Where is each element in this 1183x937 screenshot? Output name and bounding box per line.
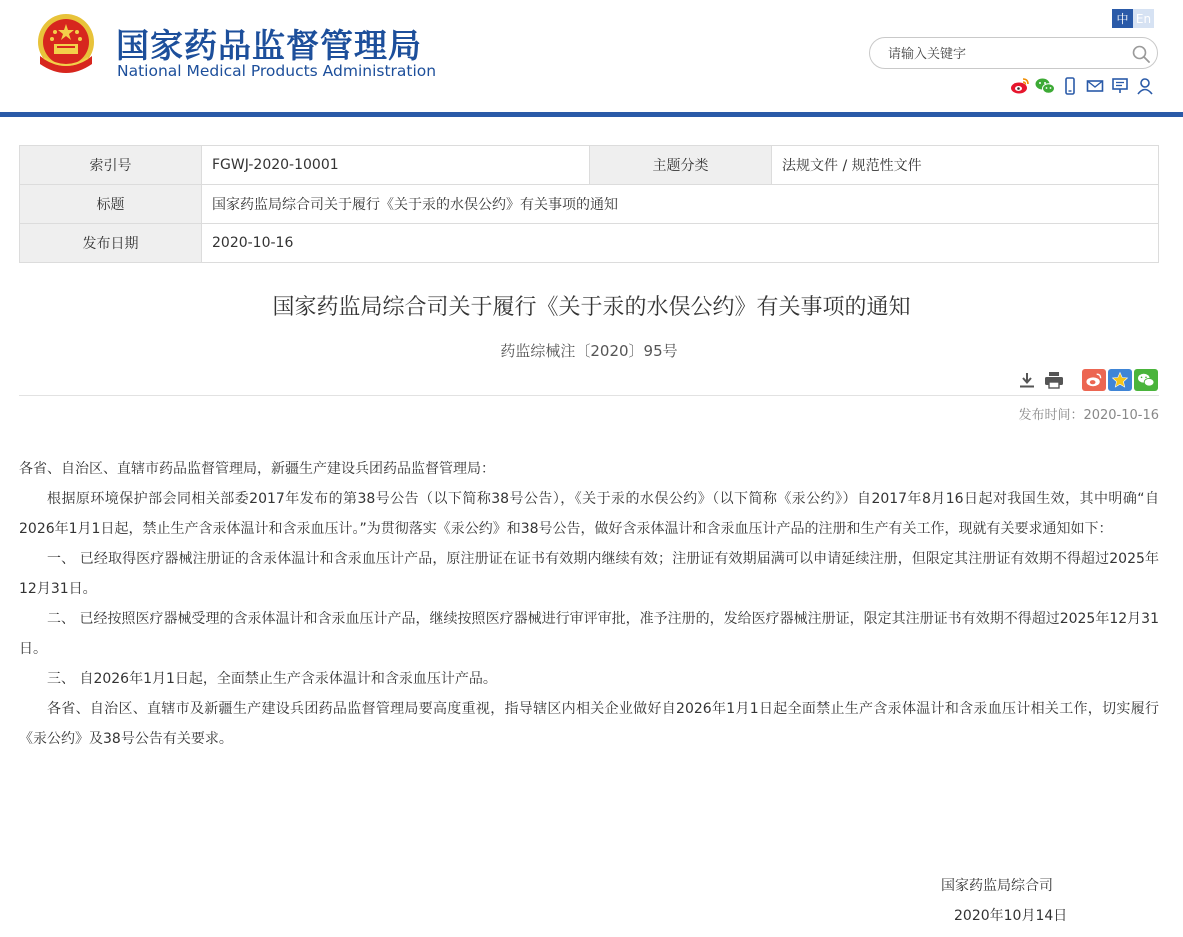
search-box: [869, 37, 1158, 69]
body-paragraph: 二、 已经按照医疗器械受理的含汞体温计和含汞血压计产品，继续按照医疗器械进行审评审批，准予注册的，发给医疗器械注册证，限定其注册证书有效期不得超过2025年12月31日。: [19, 611, 1159, 657]
language-switch: [1112, 9, 1154, 28]
share-favorite-icon[interactable]: [1108, 369, 1132, 391]
print-icon[interactable]: [1043, 370, 1065, 390]
salutation: 各省、自治区、直辖市药品监督管理局，新疆生产建设兵团药品监督管理局：: [19, 461, 495, 477]
body-paragraph: 一、 已经取得医疗器械注册证的含汞体温计和含汞血压计产品，原注册证在证书有效期内继续有效；注册证有效期届满可以申请延续注册，但限定其注册证有效期不得超过2025年12月31日。: [19, 551, 1159, 597]
article-divider: [19, 395, 1159, 396]
lang-english-button[interactable]: En: [1133, 9, 1154, 28]
category-label: 主题分类: [590, 146, 772, 185]
mail-icon[interactable]: [1085, 76, 1105, 96]
body-paragraph: 各省、自治区、直辖市及新疆生产建设兵团药品监督管理局要高度重视，指导辖区内相关企业做好自2026年1月1日起全面禁止生产含汞体温计和含汞血压计相关工作，切实履行《汞公约》及38号公告有关要求。: [19, 701, 1159, 747]
mobile-icon[interactable]: [1060, 76, 1080, 96]
message-board-icon[interactable]: [1110, 76, 1130, 96]
search-icon[interactable]: [1131, 44, 1151, 64]
table-row: [20, 185, 1159, 224]
national-emblem-icon[interactable]: [34, 12, 98, 78]
category-value: 法规文件 / 规范性文件: [772, 146, 1159, 185]
wechat-icon[interactable]: [1035, 76, 1055, 96]
search-input[interactable]: [888, 44, 1118, 64]
body-paragraph: 根据原环境保护部会同相关部委2017年发布的第38号公告（以下简称38号公告），《关于汞的水俣公约》（以下简称《汞公约》）自2017年8月16日起对我国生效，其中明确“自2026年1月1日起，禁止生产含汞体温计和含汞血压计。”为贯彻落实《汞公约》和38号公告，做好含汞体温计和含汞血压计产品的注册和生产有关工作，现就有关要求通知如下：: [19, 491, 1159, 537]
table-row: [20, 146, 1159, 185]
article-title: 国家药监局综合司关于履行《关于汞的水俣公约》有关事项的通知: [272, 295, 911, 320]
title-label: 标题: [20, 185, 202, 224]
document-info-table: [19, 145, 1159, 263]
publish-time: 发布时间：2020-10-16: [1018, 408, 1159, 423]
index-label: 索引号: [20, 146, 202, 185]
title-value: 国家药监局综合司关于履行《关于汞的水俣公约》有关事项的通知: [202, 185, 1159, 224]
site-title-en[interactable]: National Medical Products Administration: [117, 62, 437, 80]
lang-chinese-button[interactable]: 中: [1112, 9, 1133, 28]
table-row: [20, 224, 1159, 263]
signer: 国家药监局综合司: [941, 878, 1053, 894]
social-links: [1010, 76, 1155, 96]
share-weibo-icon[interactable]: [1082, 369, 1106, 391]
site-title-cn[interactable]: 国家药品监督管理局: [116, 26, 422, 65]
index-value: FGWJ-2020-10001: [202, 146, 590, 185]
article-body: [19, 454, 1159, 754]
user-icon[interactable]: [1135, 76, 1155, 96]
download-icon[interactable]: [1016, 370, 1038, 390]
body-paragraph: 三、 自2026年1月1日起，全面禁止生产含汞体温计和含汞血压计产品。: [47, 671, 497, 687]
weibo-icon[interactable]: [1010, 76, 1030, 96]
date-label: 发布日期: [20, 224, 202, 263]
share-wechat-icon[interactable]: [1134, 369, 1158, 391]
date-value: 2020-10-16: [202, 224, 1159, 263]
header-divider-bar: [0, 112, 1183, 117]
sign-date: 2020年10月14日: [954, 908, 1068, 924]
document-number: 药监综械注〔2020〕95号: [500, 342, 678, 360]
article-toolbar: [1016, 369, 1158, 391]
site-header: [0, 0, 1183, 118]
